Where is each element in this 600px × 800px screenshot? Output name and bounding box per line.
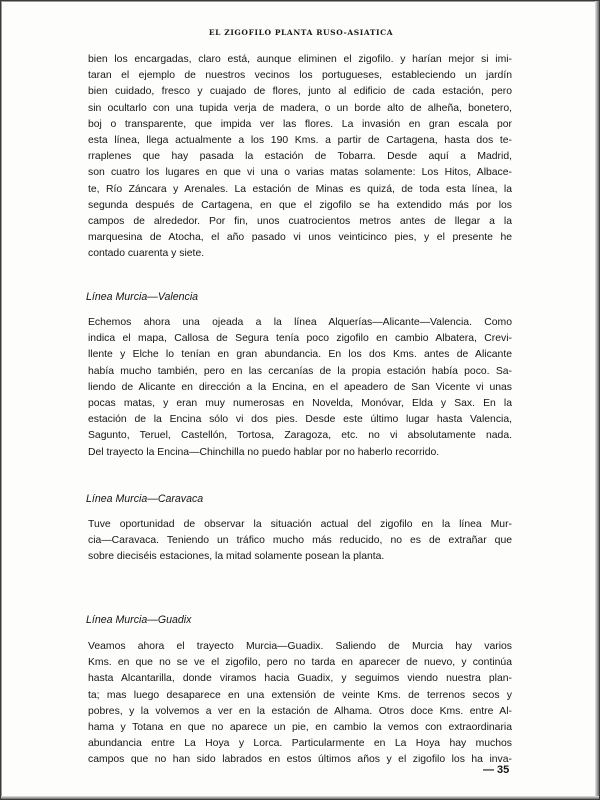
text-line: hasta Alcantarilla, donde viramos hacia Guadix, y seguimos viendo nuestra plan- <box>88 673 512 685</box>
text-line: sobre dieciséis estaciones, la mitad solamente posean la planta. <box>88 551 385 563</box>
text-line: son cuatro los lugares en que vi una o varias matas solamente: Los Hitos, Albace- <box>88 167 512 179</box>
paragraph-murcia-valencia <box>88 315 512 461</box>
paragraph-murcia-caravaca <box>88 517 512 566</box>
text-line: Kms. en que no se ve el zigofilo, pero no tarda en aparecer de nuevo, y continúa <box>88 657 512 669</box>
text-line: cia—Caravaca. Teniendo un tráfico mucho más reducido, no es de extrañar que <box>88 535 512 547</box>
text-line: Echemos ahora una ojeada a la línea Alquerías—Alicante—Valencia. Como <box>88 317 512 328</box>
text-line: taran el ejemplo de nuestros vecinos los portugueses, estableciendo un jardín <box>88 70 512 82</box>
text-line: pocas matas, y eran muy numerosas en Novelda, Monóvar, Elda y Sax. En la <box>88 397 512 409</box>
text-line: Sagunto, Teruel, Castellón, Tortosa, Zaragoza, etc. no vi absolutamente nada. <box>88 430 512 442</box>
text-line: Del trayecto la Encina—Chinchilla no puedo hablar por no haberlo recorrido. <box>88 446 440 458</box>
paragraph-cartagena-madrid <box>88 52 512 262</box>
text-line: contado cuarenta y siete. <box>88 248 205 260</box>
section-heading-murcia-caravaca: Línea Murcia—Caravaca <box>86 493 204 505</box>
page-number: — 35 <box>483 764 510 776</box>
text-line: rraplenes que hay pasada la estación de Tobarra. Desde aquí a Madrid, <box>88 151 512 163</box>
text-line: Veamos ahora el trayecto Murcia—Guadix. Saliendo de Murcia hay varios <box>88 641 512 652</box>
text-line: te, Río Záncara y Arenales. La estación de Minas es quizá, de toda esta línea, la <box>88 183 512 195</box>
section-heading-murcia-guadix: Línea Murcia—Guadix <box>86 614 192 626</box>
page-edge-shadow-right <box>595 1 599 799</box>
text-line: segunda después de Cartagena, en que el zigofilo se ha extendido más por los <box>88 199 512 211</box>
text-line: marquesina de Atocha, el año pasado vi unos veinticinco pies, y el presente he <box>88 232 512 244</box>
running-head: EL ZIGOFILO PLANTA RUSO-ASIATICA <box>208 28 394 37</box>
text-line: indica el mapa, Callosa de Segura tenía poco zigofilo en cambio Albatera, Crevi- <box>88 333 512 345</box>
text-line: campos de alrededor. Por fin, unos cuatrocientos metros antes de llegar a la <box>88 215 512 227</box>
text-line: pobres, y la volvemos a ver en la estación de Alhama. Otros doce Kms. entre Al- <box>88 705 512 717</box>
text-line: liendo de Alicante en dirección a la Encina, en el apeadero de San Vicente vi unas <box>88 381 512 393</box>
text-line: abundancia entre La Hoya y Lorca. Particularmente en La Hoya hay muchos <box>88 738 512 750</box>
text-line: estación de la Encina sólo vi dos pies. Desde este último lugar hasta Valencia, <box>88 414 512 426</box>
section-heading-murcia-valencia: Línea Murcia—Valencia <box>86 291 199 303</box>
text-line: llente y Elche lo tenían en gran abundancia. En los dos Kms. antes de Alicante <box>88 349 512 361</box>
text-line: bien cuidado, fresco y cuajado de flores, junto al edificio de cada estación, pero <box>88 86 512 98</box>
text-line: boj o transparente, que impida ver las flores. La invasión en gran escala por <box>88 118 512 130</box>
text-line: esta línea, llega actualmente a los 190 Kms. a partir de Cartagena, hasta dos te- <box>88 134 512 146</box>
text-line: había mucho también, pero en las cercanías de la propia estación había poco. Sa- <box>88 365 512 377</box>
page-edge-shadow-bottom <box>1 796 599 799</box>
text-line: sin ocultarlo con una tupida verja de madera, o un borde alto de alheña, bonetero, <box>88 102 512 114</box>
text-line: campos que no han sido labrados en estos últimos años y el zigofilo los ha inva- <box>88 754 512 766</box>
text-line: bien los encargadas, claro está, aunque eliminen el zigofilo. y harían mejor si imi- <box>88 54 512 65</box>
text-line: ta; mas luego desaparece en una extensión de veinte Kms. de terrenos secos y <box>88 689 512 701</box>
text-line: Tuve oportunidad de observar la situación actual del zigofilo en la línea Mur- <box>88 519 512 530</box>
paragraph-murcia-guadix <box>88 639 512 769</box>
text-line: hama y Totana en que no aparece un pie, en cambio la vemos con extraordinaria <box>88 721 512 733</box>
